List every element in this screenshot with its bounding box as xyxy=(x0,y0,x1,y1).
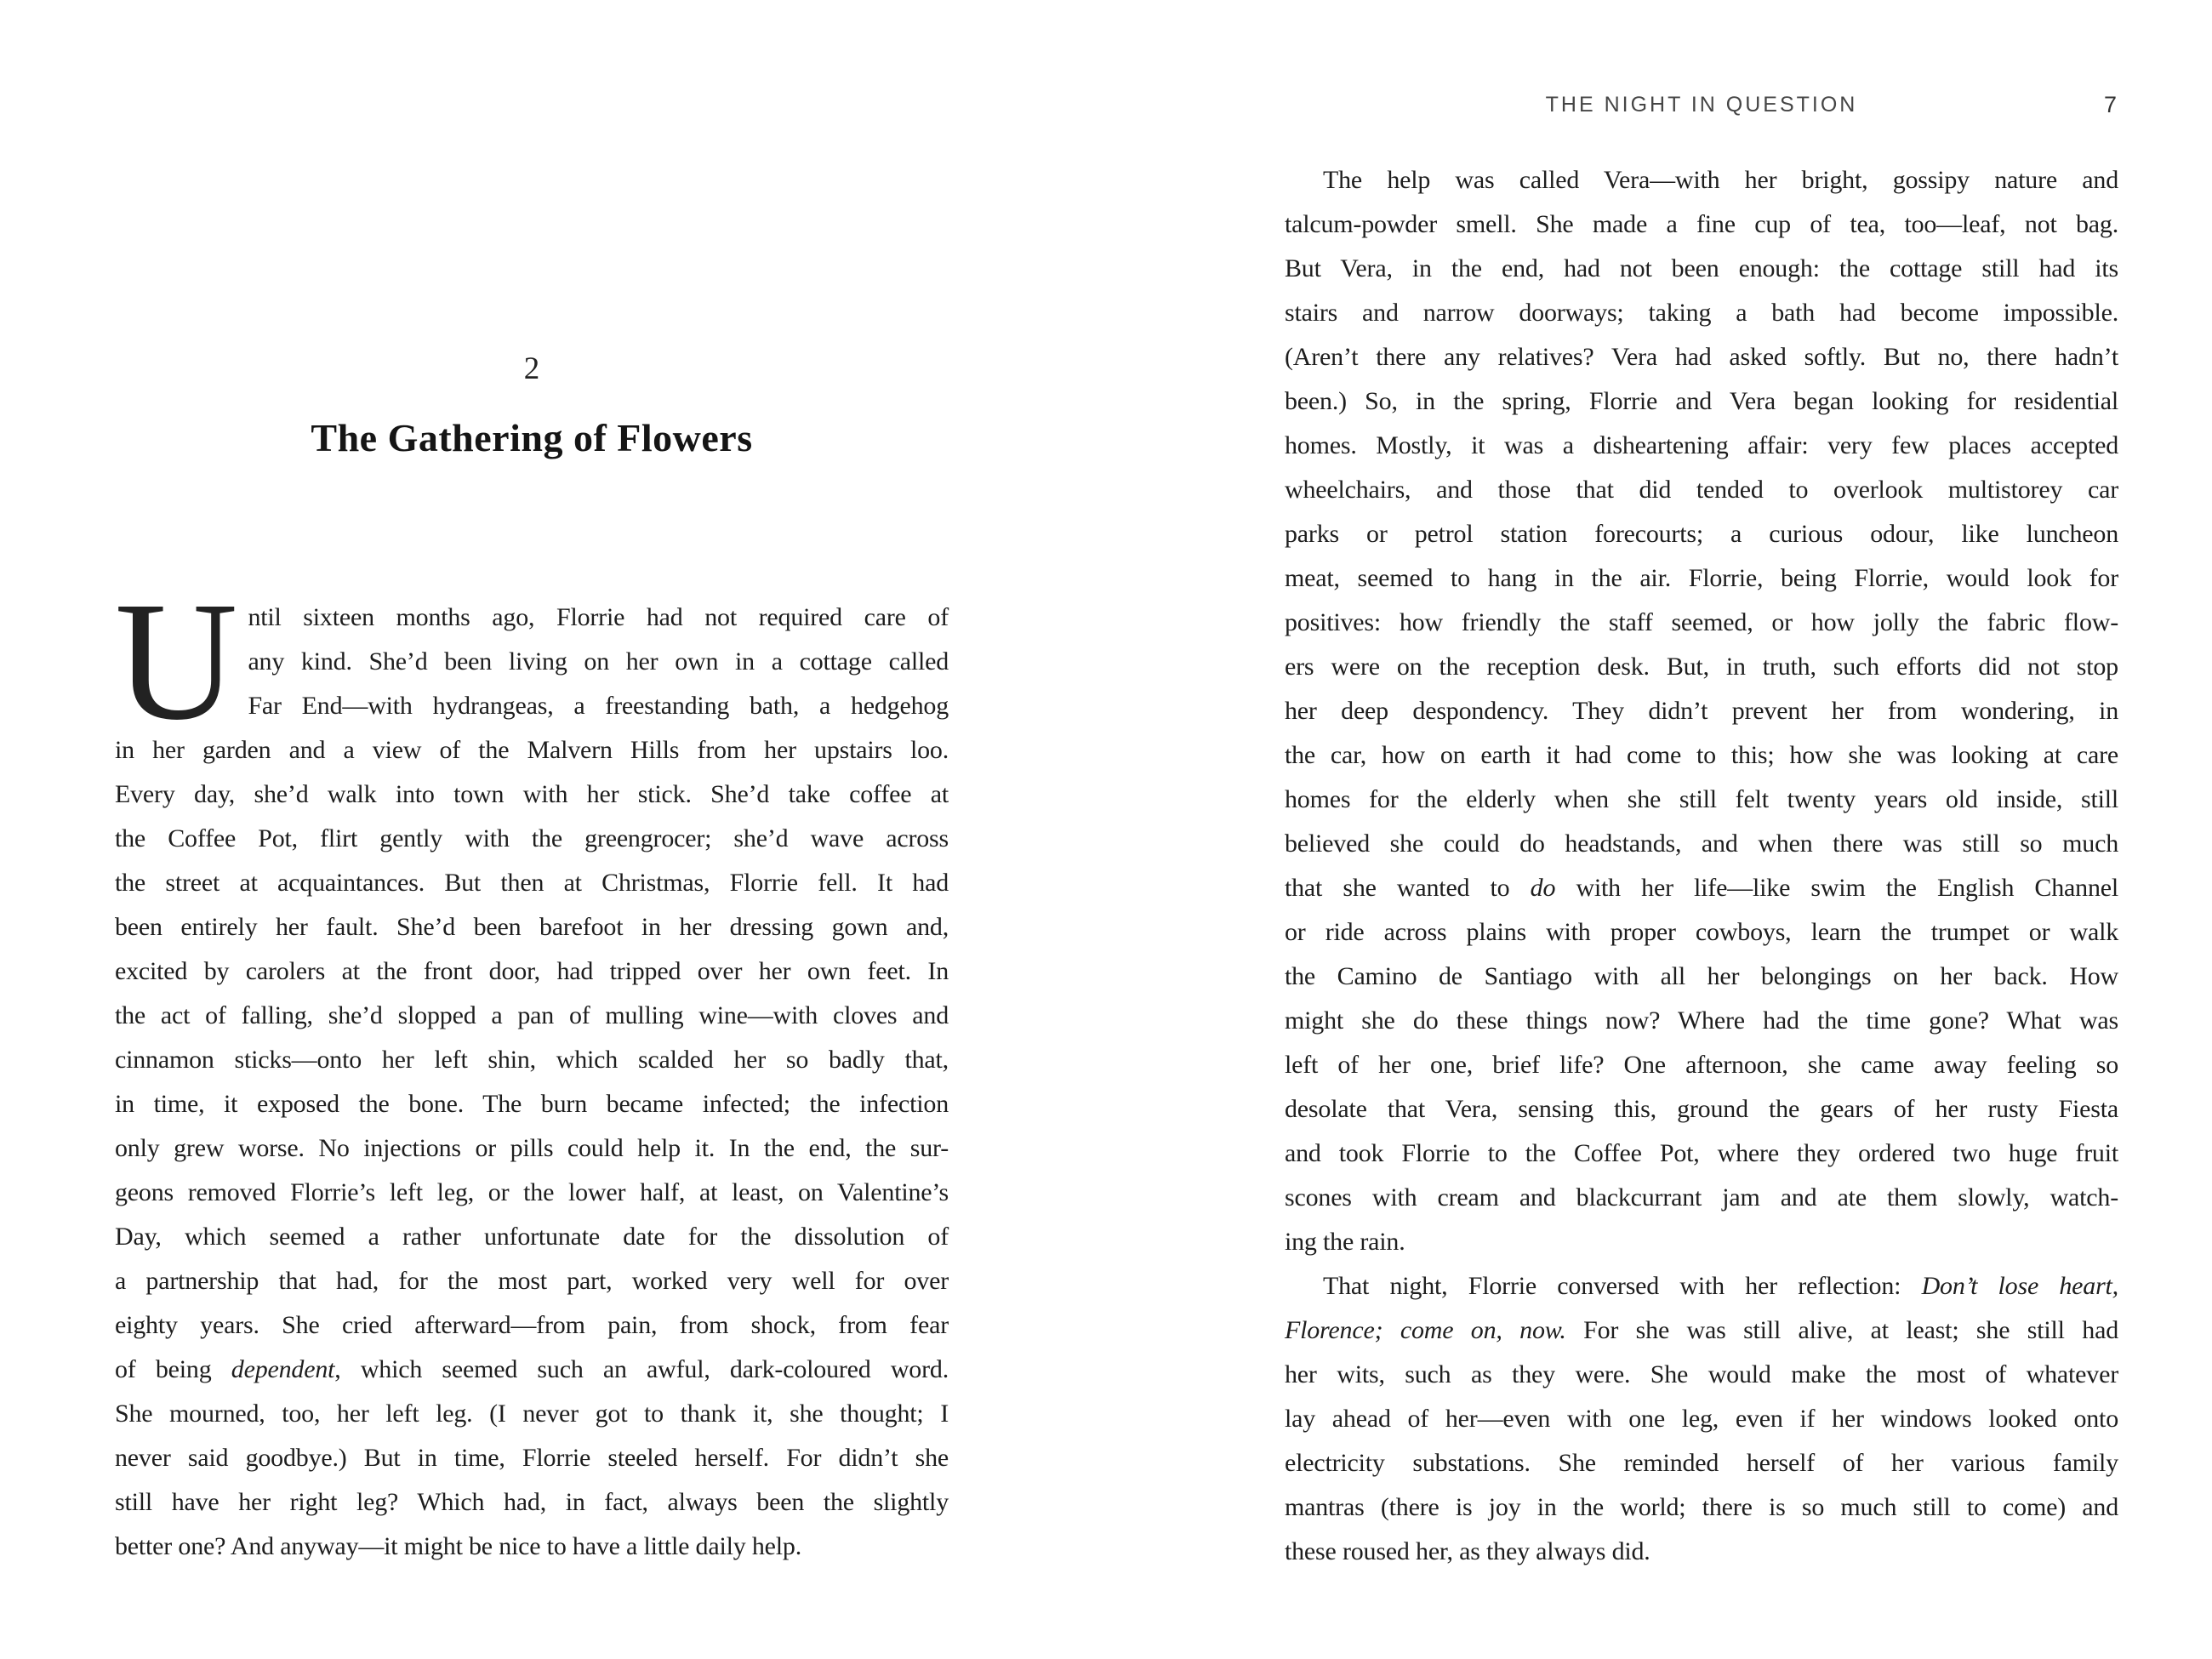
text-line: homes for the elderly when she still felt twenty years old inside, still xyxy=(1285,785,2118,813)
text-line: a partnership that had, for the most part, worked very well for over xyxy=(115,1267,949,1295)
text-line: ers were on the reception desk. But, in truth, such efforts did not stop xyxy=(1285,653,2118,681)
text-lines-right xyxy=(1285,158,2118,1574)
text-line: electricity substations. She reminded herself of her various family xyxy=(1285,1449,2118,1477)
text-line: the Camino de Santiago with all her belongings on her back. How xyxy=(1285,962,2118,990)
text-line: of being dependent, which seemed such an awful, dark-coloured word. xyxy=(115,1355,949,1383)
text-line: talcum-powder smell. She made a fine cup of tea, too—leaf, not bag. xyxy=(1285,210,2118,238)
text-line: mantras (there is joy in the world; there is so much still to come) and xyxy=(1285,1493,2118,1521)
text-line: lay ahead of her—even with one leg, even if her windows looked onto xyxy=(1285,1405,2118,1433)
text-line: only grew worse. No injections or pills could help it. In the end, the sur- xyxy=(115,1134,949,1162)
text-line: The help was called Vera—with her bright, gossipy nature and xyxy=(1323,166,2118,194)
italic-run: Florence; come on, now. xyxy=(1285,1316,1566,1344)
text-line: positives: how friendly the staff seemed, or how jolly the fabric flow- xyxy=(1285,608,2118,636)
text-line: and took Florrie to the Coffee Pot, where they ordered two huge fruit xyxy=(1285,1139,2118,1167)
text-line: eighty years. She cried afterward—from pain, from shock, from fear xyxy=(115,1311,949,1339)
text-lines-left xyxy=(115,567,949,1569)
text-line: left of her one, brief life? One afternoon, she came away feeling so xyxy=(1285,1051,2118,1079)
text-line: excited by carolers at the front door, had tripped over her own feet. In xyxy=(115,957,949,985)
running-header xyxy=(1285,88,2118,122)
text-line: still have her right leg? Which had, in fact, always been the slightly xyxy=(115,1488,949,1516)
text-line: better one? And anyway—it might be nice to have a little daily help. xyxy=(115,1532,801,1560)
text-line: But Vera, in the end, had not been enough: the cottage still had its xyxy=(1285,254,2118,282)
drop-cap: U xyxy=(115,567,238,755)
text-line: wheelchairs, and those that did tended to overlook multistorey car xyxy=(1285,476,2118,504)
text-line: (Aren’t there any relatives? Vera had asked softly. But no, there hadn’t xyxy=(1285,343,2118,371)
text-line: her deep despondency. They didn’t prevent her from wondering, in xyxy=(1285,697,2118,725)
text-line: ntil sixteen months ago, Florrie had not required care of xyxy=(248,603,949,631)
text-line: believed she could do headstands, and when there was still so much xyxy=(1285,830,2118,858)
text-line: the street at acquaintances. But then at Christmas, Florrie fell. It had xyxy=(115,869,949,897)
text-line: cinnamon sticks—onto her left shin, which scalded her so badly that, xyxy=(115,1046,949,1074)
page-number: 7 xyxy=(2103,92,2117,117)
text-line: geons removed Florrie’s left leg, or the lower half, at least, on Valentine’s xyxy=(115,1178,949,1206)
chapter-title: The Gathering of Flowers xyxy=(311,416,753,459)
text-line: She mourned, too, her left leg. (I never got to thank it, she thought; I xyxy=(115,1400,949,1428)
italic-run: do xyxy=(1530,874,1556,902)
text-line: her wits, such as they were. She would make the most of whatever xyxy=(1285,1360,2118,1388)
text-line: Far End—with hydrangeas, a freestanding bath, a hedgehog xyxy=(248,692,949,720)
chapter-number: 2 xyxy=(523,351,540,386)
italic-run: dependent xyxy=(231,1355,335,1383)
text-line: the car, how on earth it had come to this; how she was looking at care xyxy=(1285,741,2118,769)
chapter-body-left xyxy=(115,567,949,1569)
text-line: homes. Mostly, it was a disheartening affair: very few places accepted xyxy=(1285,431,2118,459)
text-line: scones with cream and blackcurrant jam and ate them slowly, watch- xyxy=(1285,1183,2118,1211)
text-line: never said goodbye.) But in time, Florrie steeled herself. For didn’t she xyxy=(115,1444,949,1472)
text-line: in her garden and a view of the Malvern Hills from her upstairs loo. xyxy=(115,736,949,764)
text-line: the Coffee Pot, flirt gently with the greengrocer; she’d wave across xyxy=(115,824,949,852)
running-head-title: THE NIGHT IN QUESTION xyxy=(1545,93,1858,117)
text-line: Every day, she’d walk into town with her stick. She’d take coffee at xyxy=(115,780,949,808)
text-line: desolate that Vera, sensing this, ground the gears of her rusty Fiesta xyxy=(1285,1095,2118,1123)
text-line: been entirely her fault. She’d been barefoot in her dressing gown and, xyxy=(115,913,949,941)
text-line: been.) So, in the spring, Florrie and Vera began looking for residential xyxy=(1285,387,2118,415)
text-line: might she do these things now? Where had the time gone? What was xyxy=(1285,1006,2118,1035)
italic-run: Don’t lose heart, xyxy=(1921,1272,2118,1300)
text-line: any kind. She’d been living on her own in a cottage called xyxy=(248,647,949,676)
page-left xyxy=(115,0,949,1659)
page-right xyxy=(1285,0,2118,1659)
text-line: in time, it exposed the bone. The burn became infected; the infection xyxy=(115,1090,949,1118)
text-line: Florence; come on, now. For she was still alive, at least; she still had xyxy=(1285,1316,2118,1344)
text-line: stairs and narrow doorways; taking a bath had become impossible. xyxy=(1285,299,2118,327)
text-line: ing the rain. xyxy=(1285,1228,1405,1256)
text-line: meat, seemed to hang in the air. Florrie, being Florrie, would look for xyxy=(1285,564,2118,592)
chapter-body-right xyxy=(1285,158,2118,1574)
text-line: parks or petrol station forecourts; a curious odour, like luncheon xyxy=(1285,520,2118,548)
text-line: or ride across plains with proper cowboys, learn the trumpet or walk xyxy=(1285,918,2118,946)
text-line: that she wanted to do with her life—like swim the English Channel xyxy=(1285,874,2118,902)
text-line: Day, which seemed a rather unfortunate date for the dissolution of xyxy=(115,1223,949,1251)
text-line: the act of falling, she’d slopped a pan of mulling wine—with cloves and xyxy=(115,1001,949,1029)
text-line: That night, Florrie conversed with her reflection: Don’t lose heart, xyxy=(1323,1272,2118,1300)
text-line: these roused her, as they always did. xyxy=(1285,1537,1650,1565)
